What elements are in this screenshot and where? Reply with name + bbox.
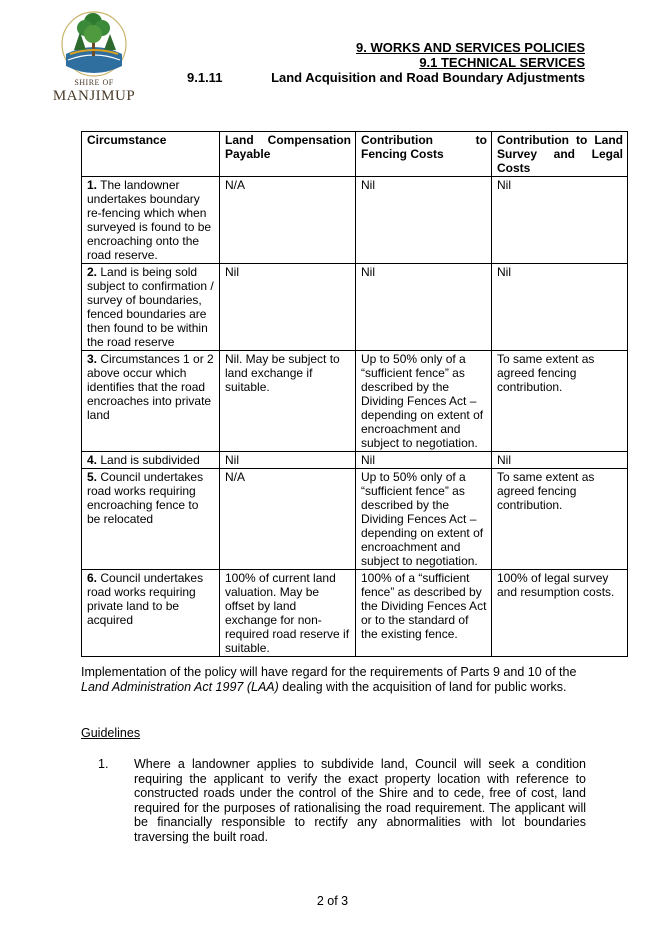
cell-survey: Nil [492,177,628,264]
cell-compensation: 100% of current land valuation. May be offset by land exchange for non-required road reserve if suitable. [220,570,356,657]
cell-survey: Nil [492,452,628,469]
cell-survey: To same extent as agreed fencing contribution. [492,469,628,570]
implementation-text-after: dealing with the acquisition of land for public works. [278,680,567,694]
header-land-compensation-text: Land Compensation Payable [225,133,351,161]
page-number: 2 of 3 [316,894,349,908]
cell-fencing: Up to 50% only of a “sufficient fence” as described by the Dividing Fences Act – depending on extent of encroachment and subject to negotiation. [356,351,492,452]
section-title: 9.1 TECHNICAL SERVICES [419,55,585,70]
cell-circumstance [82,264,220,351]
logo-text-line2: MANJIMUP [52,88,136,104]
table-row [82,351,628,452]
policy-section-heading [419,55,585,70]
shire-logo [52,10,136,110]
header-survey-legal-text: Contribution to Land Survey and Legal Costs [497,133,623,175]
cell-fencing: Nil [356,264,492,351]
cell-circumstance [82,570,220,657]
table-header-row [82,132,628,177]
cell-fencing: Nil [356,177,492,264]
list-item-number: 1. [98,757,109,771]
cell-circumstance [82,177,220,264]
cell-circumstance [82,351,220,452]
circumstance-text: Council undertakes road works requiring private land to be acquired [87,571,204,627]
implementation-text-before: Implementation of the policy will have regard for the requirements of Parts 9 and 10 of the [81,665,577,679]
cell-fencing: Up to 50% only of a “sufficient fence” as described by the Dividing Fences Act – depending on extent of encroachment and subject to negotiation. [356,469,492,570]
row-number: 3. [87,352,98,366]
row-number: 1. [87,178,98,192]
circumstance-text: Circumstances 1 or 2 above occur which identifies that the road encroaches into private land [87,352,214,422]
cell-survey: Nil [492,264,628,351]
list-item [98,757,586,844]
header-circumstance: Circumstance [82,132,220,177]
cell-fencing: 100% of a “sufficient fence” as described by the Dividing Fences Act or to the standard of the existing fence. [356,570,492,657]
row-number: 6. [87,571,98,585]
guidelines-heading: Guidelines [81,726,141,740]
header-fencing-costs [356,132,492,177]
cell-fencing: Nil [356,452,492,469]
row-number: 2. [87,265,98,279]
table-row [82,177,628,264]
header-land-compensation [220,132,356,177]
list-item-text: Where a landowner applies to subdivide land, Council will seek a condition requiring the applicant to verify the exact property location with reference to constructed roads under the control of the Shire and to cede, free of cost, land required for the purposes of rationalising the road requirement. The applicant will be financially responsible to rectify any abnormalities with lot boundaries traversing the built road. [134,757,586,844]
circumstance-text: Land is being sold subject to confirmation / survey of boundaries, fenced boundaries are then found to be within the road reserve [87,265,214,349]
table-row [82,452,628,469]
logo-text-line1: SHIRE OF [74,78,114,87]
header-survey-legal [492,132,628,177]
cell-compensation: N/A [220,177,356,264]
header-fencing-costs-text: Contribution to Fencing Costs [361,133,487,161]
implementation-paragraph [81,665,601,695]
cell-compensation: N/A [220,469,356,570]
cell-compensation: Nil [220,264,356,351]
policy-number: 9.1.11 [187,70,223,85]
row-number: 5. [87,470,98,484]
row-number: 4. [87,453,98,467]
cell-circumstance [82,469,220,570]
circumstance-text: Land is subdivided [97,453,200,467]
table-row [82,264,628,351]
cell-compensation: Nil [220,452,356,469]
cell-survey: 100% of legal survey and resumption costs. [492,570,628,657]
policy-title: Land Acquisition and Road Boundary Adjustments [271,70,585,85]
cell-survey: To same extent as agreed fencing contribution. [492,351,628,452]
circumstance-text: The landowner undertakes boundary re-fencing which when surveyed is found to be encroaching onto the road reserve. [87,178,212,262]
shire-emblem-icon [52,10,136,80]
cell-circumstance [82,452,220,469]
cell-compensation: Nil. May be subject to land exchange if suitable. [220,351,356,452]
act-name: Land Administration Act 1997 (LAA) [81,680,279,694]
chapter-title: 9. WORKS AND SERVICES POLICIES [356,40,585,55]
policy-chapter-heading [356,40,585,55]
guidelines-list [98,757,586,844]
circumstance-text: Council undertakes road works requiring encroaching fence to be relocated [87,470,204,526]
table-row [82,570,628,657]
compensation-table [81,131,628,657]
table-row [82,469,628,570]
